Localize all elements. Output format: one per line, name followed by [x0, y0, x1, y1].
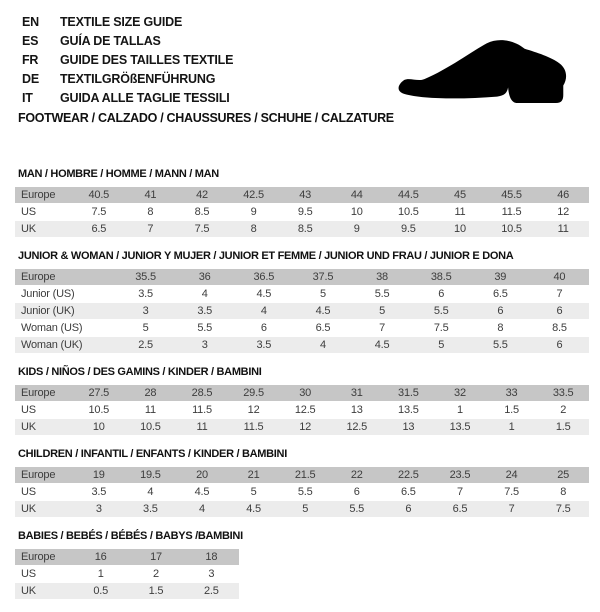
size-cell: 21	[228, 467, 280, 484]
size-cell: 1	[73, 566, 128, 583]
size-cell: 8.5	[176, 204, 228, 221]
size-cell: 5	[293, 286, 352, 303]
size-cell: 3	[175, 337, 234, 354]
language-code: IT	[22, 91, 33, 105]
size-cell: 7.5	[176, 221, 228, 238]
table-row	[15, 286, 589, 303]
size-cell: 8.5	[279, 221, 331, 238]
size-cell: 24	[486, 467, 538, 484]
size-table-man	[15, 187, 589, 238]
size-cell: 12	[279, 419, 331, 436]
size-cell: 5	[116, 320, 175, 337]
size-cell: 5	[353, 303, 412, 320]
size-cell: 38	[353, 269, 412, 286]
size-cell: 5	[279, 501, 331, 518]
size-cell: 6.5	[434, 501, 486, 518]
size-table-kids	[15, 385, 589, 436]
size-cell: 10	[331, 204, 383, 221]
size-cell: 38.5	[412, 269, 471, 286]
size-cell: 44	[331, 187, 383, 204]
size-cell: 4	[176, 501, 228, 518]
size-cell: 31	[331, 385, 383, 402]
size-cell: 23.5	[434, 467, 486, 484]
row-label: UK	[15, 419, 73, 436]
row-label: US	[15, 484, 73, 501]
size-cell: 4.5	[234, 286, 293, 303]
language-code: FR	[22, 53, 39, 67]
size-cell: 4	[293, 337, 352, 354]
table-row	[15, 501, 589, 518]
size-cell: 4.5	[293, 303, 352, 320]
table-header-row	[15, 187, 589, 204]
row-label: US	[15, 402, 73, 419]
size-cell: 3.5	[175, 303, 234, 320]
row-label: Europe	[15, 187, 73, 204]
size-cell: 6	[412, 286, 471, 303]
section-man	[15, 168, 589, 238]
size-cell: 46	[537, 187, 589, 204]
section-junior-woman	[15, 250, 589, 354]
size-cell: 8.5	[530, 320, 589, 337]
size-cell: 9.5	[383, 221, 435, 238]
size-cell: 11	[176, 419, 228, 436]
size-cell: 13.5	[383, 402, 435, 419]
language-row-en	[22, 13, 233, 32]
table-row	[15, 221, 589, 238]
row-label: Europe	[15, 549, 73, 566]
size-cell: 27.5	[73, 385, 125, 402]
size-cell: 12	[228, 402, 280, 419]
size-cell: 13.5	[434, 419, 486, 436]
language-label: TEXTILE SIZE GUIDE	[60, 15, 183, 29]
size-cell: 19.5	[125, 467, 177, 484]
size-cell: 8	[471, 320, 530, 337]
language-label: TEXTILGRÖßENFÜHRUNG	[60, 72, 216, 86]
size-cell: 6	[234, 320, 293, 337]
size-cell: 10.5	[486, 221, 538, 238]
size-cell: 17	[128, 549, 183, 566]
size-cell: 5.5	[331, 501, 383, 518]
size-cell: 7.5	[486, 484, 538, 501]
size-cell: 22.5	[383, 467, 435, 484]
size-cell: 11	[434, 204, 486, 221]
size-tables-area	[15, 168, 589, 612]
size-cell: 7.5	[412, 320, 471, 337]
size-cell: 40.5	[73, 187, 125, 204]
size-cell: 31.5	[383, 385, 435, 402]
size-cell: 41	[125, 187, 177, 204]
table-row	[15, 320, 589, 337]
size-cell: 13	[331, 402, 383, 419]
size-cell: 7	[486, 501, 538, 518]
section-title: MAN / HOMBRE / HOMME / MANN / MAN	[18, 168, 219, 180]
table-row	[15, 402, 589, 419]
size-cell: 13	[383, 419, 435, 436]
size-cell: 21.5	[279, 467, 331, 484]
table-row	[15, 484, 589, 501]
table-row	[15, 583, 239, 600]
size-table-children	[15, 467, 589, 518]
size-cell: 6	[331, 484, 383, 501]
size-cell: 28.5	[176, 385, 228, 402]
size-cell: 4.5	[228, 501, 280, 518]
size-cell: 42.5	[228, 187, 280, 204]
size-cell: 11.5	[486, 204, 538, 221]
size-cell: 5.5	[279, 484, 331, 501]
language-row-fr	[22, 51, 233, 70]
size-cell: 4.5	[176, 484, 228, 501]
size-cell: 1.5	[537, 419, 589, 436]
size-cell: 18	[184, 549, 239, 566]
size-cell: 19	[73, 467, 125, 484]
size-cell: 1.5	[128, 583, 183, 600]
size-cell: 1.5	[486, 402, 538, 419]
size-cell: 3.5	[234, 337, 293, 354]
size-cell: 7	[530, 286, 589, 303]
size-cell: 20	[176, 467, 228, 484]
size-cell: 4	[125, 484, 177, 501]
size-cell: 22	[331, 467, 383, 484]
size-cell: 8	[228, 221, 280, 238]
size-cell: 43	[279, 187, 331, 204]
size-cell: 3	[116, 303, 175, 320]
size-cell: 10	[73, 419, 125, 436]
row-label: UK	[15, 221, 73, 238]
table-row	[15, 419, 589, 436]
row-label: Europe	[15, 385, 73, 402]
size-cell: 5.5	[175, 320, 234, 337]
section-title: CHILDREN / INFANTIL / ENFANTS / KINDER / BAMBINI	[18, 448, 287, 460]
row-label: Europe	[15, 467, 73, 484]
language-row-de	[22, 70, 233, 89]
size-cell: 4	[234, 303, 293, 320]
size-cell: 39	[471, 269, 530, 286]
size-cell: 28	[125, 385, 177, 402]
table-row	[15, 204, 589, 221]
row-label: Woman (US)	[15, 320, 116, 337]
size-cell: 10.5	[125, 419, 177, 436]
size-cell: 3	[73, 501, 125, 518]
size-cell: 5	[412, 337, 471, 354]
table-header-row	[15, 467, 589, 484]
size-cell: 7.5	[73, 204, 125, 221]
size-cell: 6.5	[293, 320, 352, 337]
size-cell: 11.5	[228, 419, 280, 436]
size-cell: 35.5	[116, 269, 175, 286]
size-cell: 12.5	[279, 402, 331, 419]
size-table-junior-woman	[15, 269, 589, 354]
size-cell: 8	[125, 204, 177, 221]
language-code: EN	[22, 15, 39, 29]
size-cell: 10	[434, 221, 486, 238]
table-row	[15, 303, 589, 320]
size-cell: 45	[434, 187, 486, 204]
size-cell: 3.5	[125, 501, 177, 518]
size-cell: 0.5	[73, 583, 128, 600]
size-cell: 10.5	[73, 402, 125, 419]
language-label: GUIDE DES TAILLES TEXTILE	[60, 53, 234, 67]
table-header-row	[15, 385, 589, 402]
section-babies	[15, 530, 589, 600]
size-cell: 36.5	[234, 269, 293, 286]
size-cell: 3.5	[116, 286, 175, 303]
table-header-row	[15, 269, 589, 286]
size-cell: 2.5	[184, 583, 239, 600]
size-cell: 29.5	[228, 385, 280, 402]
size-cell: 1	[434, 402, 486, 419]
size-cell: 3	[184, 566, 239, 583]
row-label: US	[15, 204, 73, 221]
size-cell: 5.5	[353, 286, 412, 303]
size-cell: 12	[537, 204, 589, 221]
size-cell: 16	[73, 549, 128, 566]
size-cell: 12.5	[331, 419, 383, 436]
size-cell: 7	[125, 221, 177, 238]
size-cell: 6	[383, 501, 435, 518]
language-code: ES	[22, 34, 39, 48]
table-row	[15, 337, 589, 354]
shoe-icon	[394, 30, 578, 108]
size-cell: 11.5	[176, 402, 228, 419]
category-title: FOOTWEAR / CALZADO / CHAUSSURES / SCHUHE / CALZATURE	[18, 111, 394, 125]
table-header-row	[15, 549, 239, 566]
size-cell: 11	[125, 402, 177, 419]
size-table-babies	[15, 549, 239, 600]
size-cell: 2.5	[116, 337, 175, 354]
size-cell: 7	[353, 320, 412, 337]
size-cell: 6.5	[73, 221, 125, 238]
size-cell: 37.5	[293, 269, 352, 286]
size-cell: 5.5	[412, 303, 471, 320]
size-cell: 6	[530, 303, 589, 320]
size-cell: 44.5	[383, 187, 435, 204]
size-cell: 11	[537, 221, 589, 238]
size-cell: 8	[537, 484, 589, 501]
section-children	[15, 448, 589, 518]
size-cell: 4	[175, 286, 234, 303]
section-title: JUNIOR & WOMAN / JUNIOR Y MUJER / JUNIOR ET FEMME / JUNIOR UND FRAU / JUNIOR E DONA	[18, 250, 514, 262]
size-cell: 30	[279, 385, 331, 402]
size-cell: 2	[537, 402, 589, 419]
size-cell: 5	[228, 484, 280, 501]
size-cell: 3.5	[73, 484, 125, 501]
row-label: Junior (UK)	[15, 303, 116, 320]
size-cell: 4.5	[353, 337, 412, 354]
size-cell: 6.5	[383, 484, 435, 501]
row-label: US	[15, 566, 73, 583]
size-cell: 6	[530, 337, 589, 354]
language-row-es	[22, 32, 233, 51]
size-cell: 45.5	[486, 187, 538, 204]
row-label: Woman (UK)	[15, 337, 116, 354]
size-cell: 9.5	[279, 204, 331, 221]
size-cell: 7.5	[537, 501, 589, 518]
size-cell: 36	[175, 269, 234, 286]
size-cell: 9	[228, 204, 280, 221]
section-title: BABIES / BEBÉS / BÉBÉS / BABYS /BAMBINI	[18, 530, 243, 542]
size-cell: 2	[128, 566, 183, 583]
size-cell: 25	[537, 467, 589, 484]
size-cell: 6.5	[471, 286, 530, 303]
size-cell: 7	[434, 484, 486, 501]
row-label: UK	[15, 501, 73, 518]
section-title: KIDS / NIÑOS / DES GAMINS / KINDER / BAMBINI	[18, 366, 262, 378]
table-row	[15, 566, 239, 583]
size-cell: 40	[530, 269, 589, 286]
language-row-it	[22, 89, 233, 108]
language-label: GUÍA DE TALLAS	[60, 34, 161, 48]
size-cell: 42	[176, 187, 228, 204]
size-cell: 9	[331, 221, 383, 238]
row-label: Europe	[15, 269, 116, 286]
size-cell: 10.5	[383, 204, 435, 221]
language-code: DE	[22, 72, 39, 86]
language-guide-block	[22, 13, 233, 108]
size-cell: 1	[486, 419, 538, 436]
size-cell: 6	[471, 303, 530, 320]
size-cell: 33	[486, 385, 538, 402]
size-cell: 5.5	[471, 337, 530, 354]
size-cell: 33.5	[537, 385, 589, 402]
size-cell: 32	[434, 385, 486, 402]
section-kids	[15, 366, 589, 436]
row-label: Junior (US)	[15, 286, 116, 303]
language-label: GUIDA ALLE TAGLIE TESSILI	[60, 91, 230, 105]
row-label: UK	[15, 583, 73, 600]
